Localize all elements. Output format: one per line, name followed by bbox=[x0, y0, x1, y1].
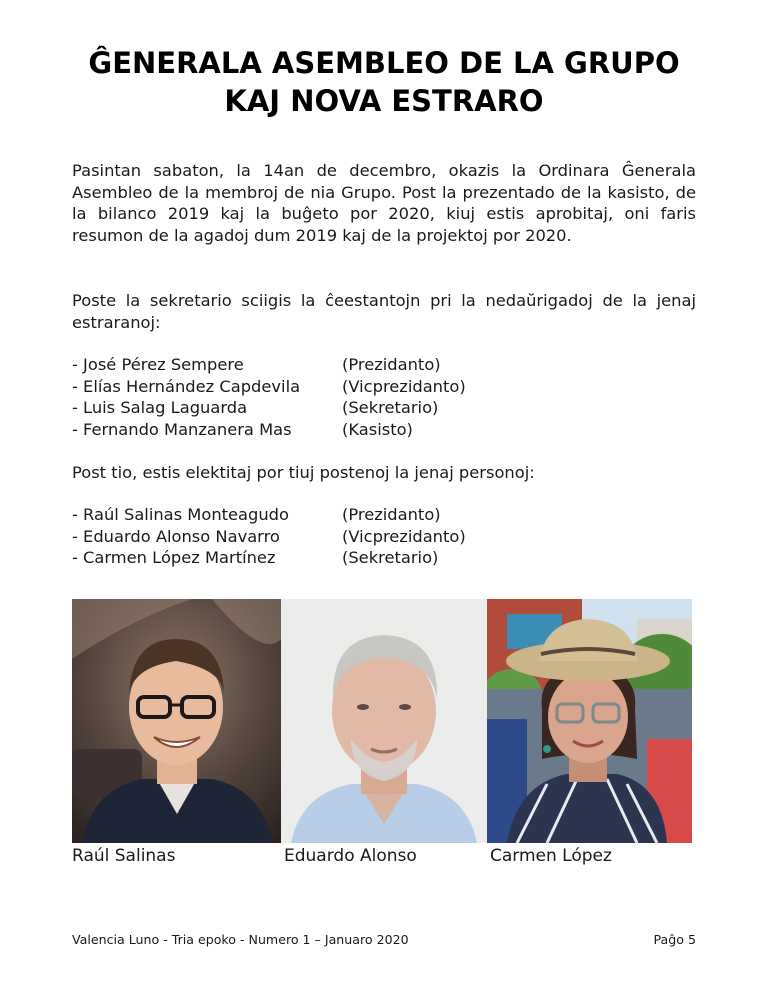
list-item bbox=[72, 504, 696, 526]
member-role: (Prezidanto) bbox=[342, 505, 441, 524]
member-name: - Luis Salag Laguarda bbox=[72, 398, 248, 417]
paragraph-outgoing: Poste la sekretario sciigis la ĉeestantojn pri la nedaŭrigadoj de la jenaj estraranoj: bbox=[72, 291, 696, 332]
photo-caption: Eduardo Alonso bbox=[284, 846, 417, 866]
photo-raul-salinas bbox=[72, 599, 281, 843]
title-line-1: ĜENERALA ASEMBLEO DE LA GRUPO bbox=[88, 46, 680, 80]
outgoing-board-list bbox=[72, 354, 696, 440]
photo-caption: Raúl Salinas bbox=[72, 846, 176, 866]
member-name: - José Pérez Sempere bbox=[72, 355, 244, 374]
article-title bbox=[40, 44, 728, 120]
list-item bbox=[72, 547, 696, 569]
photo-caption: Carmen López bbox=[490, 846, 612, 866]
paragraph-elected: Post tio, estis elektitaj por tiuj postenoj la jenaj personoj: bbox=[72, 463, 535, 482]
member-name: - Elías Hernández Capdevila bbox=[72, 376, 301, 396]
member-name: - Raúl Salinas Monteagudo bbox=[72, 505, 289, 524]
list-item bbox=[72, 526, 696, 548]
title-line-2: KAJ NOVA ESTRARO bbox=[224, 84, 544, 118]
list-item bbox=[72, 354, 696, 376]
photo-carmen-lopez bbox=[487, 599, 692, 843]
member-role: (Vicprezidanto) bbox=[342, 526, 466, 546]
member-role: (Vicprezidanto) bbox=[342, 376, 466, 396]
member-role: (Kasisto) bbox=[342, 419, 413, 439]
photo-eduardo-alonso bbox=[281, 599, 487, 843]
member-name: - Carmen López Martínez bbox=[72, 548, 276, 567]
footer-page-number: Paĝo 5 bbox=[653, 932, 696, 947]
list-item bbox=[72, 376, 696, 398]
member-role: (Prezidanto) bbox=[342, 355, 441, 374]
list-item bbox=[72, 397, 696, 419]
member-role: (Sekretario) bbox=[342, 548, 439, 567]
elected-board-list bbox=[72, 504, 696, 569]
footer-publication: Valencia Luno - Tria epoko - Numero 1 – Januaro 2020 bbox=[72, 932, 409, 947]
paragraph-intro: Pasintan sabaton, la 14an de decembro, okazis la Ordinara Ĝenerala Asembleo de la membroj de nia Grupo. Post la prezentado de la kasisto, de la bilanco 2019 kaj la buĝeto por 2020, kiuj estis aprobitaj, oni faris resumon de la agadoj dum 2019 kaj de la projektoj por 2020. bbox=[72, 161, 696, 245]
member-name: - Eduardo Alonso Navarro bbox=[72, 526, 280, 546]
member-role: (Sekretario) bbox=[342, 398, 439, 417]
list-item bbox=[72, 419, 696, 441]
member-name: - Fernando Manzanera Mas bbox=[72, 419, 292, 439]
